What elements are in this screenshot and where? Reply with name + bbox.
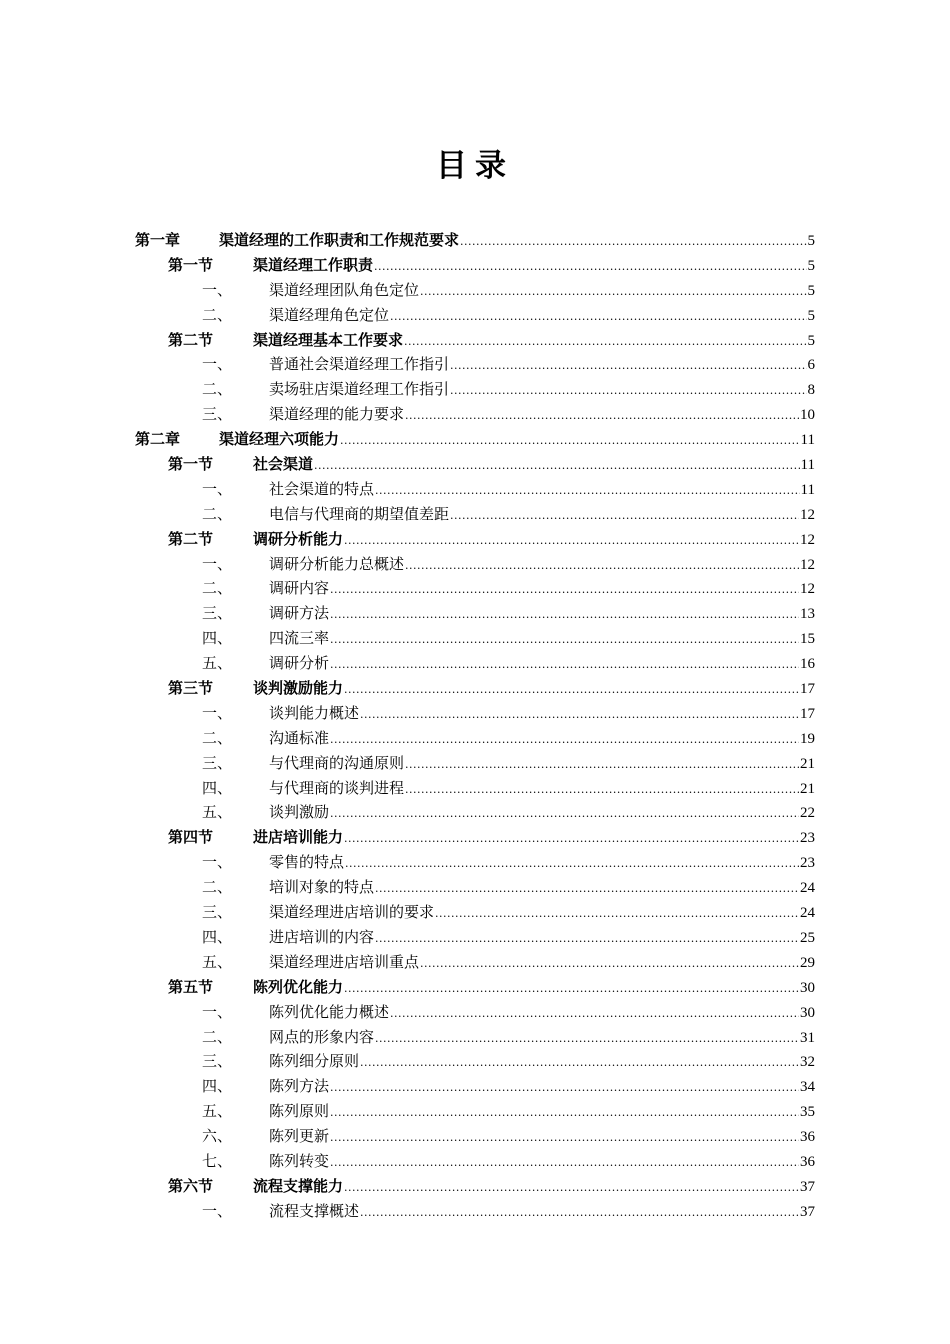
toc-entry-number: 四、: [202, 778, 233, 797]
toc-entry-number: 三、: [202, 604, 233, 623]
toc-entry-line: [269, 776, 815, 803]
toc-item-entry[interactable]: [0, 278, 950, 303]
toc-entry-line: [269, 875, 815, 902]
toc-entry-title: 进店培训的内容: [269, 927, 375, 946]
toc-entry-line: [269, 950, 815, 977]
toc-entry-line: [253, 1174, 815, 1201]
toc-item-entry[interactable]: [0, 1124, 950, 1149]
toc-entry-line: [269, 1000, 815, 1027]
toc-entry-number: 第六节: [168, 1176, 214, 1195]
toc-section-entry[interactable]: [0, 527, 950, 552]
toc-entry-number: 第一节: [168, 455, 214, 474]
toc-page-number: 12: [800, 506, 815, 523]
toc-entry-number: 三、: [202, 1052, 233, 1071]
toc-entry-line: [219, 228, 815, 255]
toc-item-entry[interactable]: [0, 502, 950, 527]
toc-dot-leader: [420, 952, 799, 977]
toc-dot-leader: [435, 902, 799, 927]
toc-page-number: 36: [800, 1153, 815, 1170]
table-of-contents: [0, 228, 950, 1224]
toc-entry-number: 四、: [202, 927, 233, 946]
toc-entry-number: 二、: [202, 1027, 233, 1046]
toc-entry-line: [269, 925, 815, 952]
toc-entry-number: 二、: [202, 878, 233, 897]
toc-entry-line: [269, 900, 815, 927]
toc-page-number: 29: [800, 954, 815, 971]
toc-page-number: 34: [800, 1079, 815, 1096]
toc-page-number: 21: [800, 755, 815, 772]
toc-entry-number: 一、: [202, 853, 233, 872]
toc-chapter-entry[interactable]: [0, 228, 950, 253]
toc-entry-number: 五、: [202, 654, 233, 673]
toc-entry-number: 二、: [202, 579, 233, 598]
toc-item-entry[interactable]: [0, 1074, 950, 1099]
toc-entry-number: 五、: [202, 803, 233, 822]
toc-dot-leader: [330, 1076, 799, 1101]
toc-dot-leader: [344, 827, 799, 852]
page-title: 目录: [436, 148, 514, 184]
toc-entry-title: 谈判能力概述: [269, 703, 360, 722]
toc-entry-number: 六、: [202, 1127, 233, 1146]
toc-dot-leader: [405, 404, 799, 429]
toc-entry-title: 流程支撑能力: [253, 1176, 344, 1195]
toc-page-number: 30: [800, 1004, 815, 1021]
toc-page-number: 5: [807, 282, 815, 299]
toc-page-number: 24: [800, 905, 815, 922]
toc-item-entry[interactable]: [0, 800, 950, 825]
toc-section-entry[interactable]: [0, 676, 950, 701]
toc-item-entry[interactable]: [0, 1199, 950, 1224]
toc-entry-number: 二、: [202, 728, 233, 747]
toc-section-entry[interactable]: [0, 328, 950, 353]
toc-dot-leader: [420, 280, 806, 305]
toc-page-number: 37: [800, 1178, 815, 1195]
toc-dot-leader: [344, 1176, 799, 1201]
toc-entry-title: 陈列转变: [269, 1151, 330, 1170]
toc-entry-line: [269, 352, 815, 379]
toc-entry-title: 零售的特点: [269, 853, 345, 872]
toc-page-number: 11: [800, 457, 815, 474]
toc-item-entry[interactable]: [0, 925, 950, 950]
toc-dot-leader: [330, 728, 799, 753]
toc-entry-number: 五、: [202, 1102, 233, 1121]
toc-dot-leader: [375, 479, 800, 504]
toc-entry-title: 与代理商的谈判进程: [269, 778, 405, 797]
toc-entry-number: 三、: [202, 903, 233, 922]
toc-entry-line: [269, 1199, 815, 1226]
toc-dot-leader: [330, 628, 799, 653]
toc-dot-leader: [450, 504, 799, 529]
toc-page-number: 17: [800, 705, 815, 722]
toc-entry-line: [269, 751, 815, 778]
toc-entry-title: 陈列优化能力概述: [269, 1002, 390, 1021]
toc-dot-leader: [360, 1201, 799, 1226]
toc-section-entry[interactable]: [0, 1174, 950, 1199]
toc-entry-number: 一、: [202, 479, 233, 498]
toc-entry-title: 调研分析能力总概述: [269, 554, 405, 573]
toc-entry-title: 普通社会渠道经理工作指引: [269, 355, 450, 374]
toc-entry-title: 渠道经理工作职责: [253, 255, 374, 274]
toc-entry-line: [253, 825, 815, 852]
toc-entry-title: 渠道经理角色定位: [269, 305, 390, 324]
toc-section-entry[interactable]: [0, 975, 950, 1000]
toc-entry-line: [253, 253, 815, 280]
toc-entry-title: 渠道经理六项能力: [219, 430, 340, 449]
toc-item-entry[interactable]: [0, 1099, 950, 1124]
toc-dot-leader: [330, 1151, 799, 1176]
toc-item-entry[interactable]: [0, 402, 950, 427]
toc-dot-leader: [314, 454, 800, 479]
toc-page-number: 35: [800, 1104, 815, 1121]
toc-item-entry[interactable]: [0, 875, 950, 900]
toc-entry-title: 电信与代理商的期望值差距: [269, 504, 450, 523]
toc-entry-line: [269, 601, 815, 628]
toc-page-number: 5: [807, 233, 815, 249]
toc-entry-title: 调研内容: [269, 579, 330, 598]
toc-entry-line: [253, 328, 815, 355]
toc-entry-title: 卖场驻店渠道经理工作指引: [269, 380, 450, 399]
toc-entry-line: [269, 626, 815, 653]
toc-entry-number: 一、: [202, 703, 233, 722]
toc-page-number: 12: [800, 556, 815, 573]
toc-dot-leader: [330, 1126, 799, 1151]
toc-entry-line: [269, 502, 815, 529]
toc-entry-number: 二、: [202, 504, 233, 523]
toc-entry-title: 调研分析: [269, 654, 330, 673]
toc-entry-number: 二、: [202, 305, 233, 324]
toc-page-number: 15: [800, 631, 815, 648]
toc-entry-title: 渠道经理的工作职责和工作规范要求: [219, 231, 460, 249]
toc-page-number: 10: [800, 407, 815, 424]
toc-page-number: 6: [807, 357, 815, 374]
toc-page-number: 31: [800, 1029, 815, 1046]
toc-item-entry[interactable]: [0, 377, 950, 402]
toc-entry-number: 七、: [202, 1151, 233, 1170]
toc-entry-number: 一、: [202, 1201, 233, 1220]
toc-item-entry[interactable]: [0, 1149, 950, 1174]
toc-entry-line: [269, 1099, 815, 1126]
toc-entry-number: 三、: [202, 753, 233, 772]
toc-item-entry[interactable]: [0, 626, 950, 651]
toc-entry-number: 第二节: [168, 330, 214, 349]
toc-item-entry[interactable]: [0, 776, 950, 801]
toc-dot-leader: [344, 977, 799, 1002]
toc-entry-line: [253, 452, 815, 479]
toc-page-number: 8: [807, 382, 815, 399]
toc-entry-line: [269, 651, 815, 678]
toc-entry-title: 沟通标准: [269, 728, 330, 747]
toc-entry-title: 社会渠道的特点: [269, 479, 375, 498]
toc-entry-title: 与代理商的沟通原则: [269, 753, 405, 772]
toc-section-entry[interactable]: [0, 452, 950, 477]
toc-entry-line: [253, 527, 815, 554]
toc-entry-line: [269, 1149, 815, 1176]
toc-item-entry[interactable]: [0, 1049, 950, 1074]
toc-page-number: 23: [800, 855, 815, 872]
toc-page-number: 21: [800, 780, 815, 797]
toc-entry-number: 第一章: [135, 231, 181, 249]
toc-entry-line: [269, 576, 815, 603]
toc-entry-title: 培训对象的特点: [269, 878, 375, 897]
toc-dot-leader: [330, 653, 799, 678]
toc-item-entry[interactable]: [0, 303, 950, 328]
toc-page-number: 30: [800, 979, 815, 996]
toc-page-number: 11: [800, 481, 815, 498]
toc-entry-number: 三、: [202, 405, 233, 424]
toc-dot-leader: [450, 354, 806, 379]
toc-entry-number: 第四节: [168, 828, 214, 847]
toc-dot-leader: [460, 230, 806, 255]
toc-entry-title: 调研分析能力: [253, 529, 344, 548]
toc-page-number: 5: [807, 332, 815, 349]
toc-item-entry[interactable]: [0, 651, 950, 676]
toc-entry-line: [269, 377, 815, 404]
toc-page-number: 24: [800, 880, 815, 897]
toc-dot-leader: [375, 1027, 799, 1052]
toc-item-entry[interactable]: [0, 352, 950, 377]
toc-page-number: 32: [800, 1054, 815, 1071]
toc-entry-line: [269, 850, 815, 877]
toc-dot-leader: [405, 778, 799, 803]
toc-item-entry[interactable]: [0, 1025, 950, 1050]
toc-item-entry[interactable]: [0, 900, 950, 925]
toc-entry-number: 第五节: [168, 977, 214, 996]
toc-entry-title: 网点的形象内容: [269, 1027, 375, 1046]
toc-entry-title: 陈列细分原则: [269, 1052, 360, 1071]
toc-page-number: 22: [800, 805, 815, 822]
toc-entry-line: [269, 1124, 815, 1151]
toc-dot-leader: [330, 1101, 799, 1126]
toc-entry-line: [269, 726, 815, 753]
toc-item-entry[interactable]: [0, 601, 950, 626]
toc-entry-title: 渠道经理进店培训的要求: [269, 903, 435, 922]
toc-item-entry[interactable]: [0, 726, 950, 751]
toc-entry-title: 流程支撑概述: [269, 1201, 360, 1220]
toc-item-entry[interactable]: [0, 701, 950, 726]
toc-item-entry[interactable]: [0, 751, 950, 776]
toc-page-number: 5: [807, 257, 815, 274]
toc-page-number: 16: [800, 656, 815, 673]
toc-entry-title: 陈列更新: [269, 1127, 330, 1146]
toc-dot-leader: [330, 578, 799, 603]
toc-entry-line: [269, 800, 815, 827]
toc-page-number: 12: [800, 581, 815, 598]
toc-dot-leader: [375, 927, 799, 952]
toc-page-number: 12: [800, 531, 815, 548]
toc-dot-leader: [405, 753, 799, 778]
toc-chapter-entry[interactable]: [0, 427, 950, 452]
toc-dot-leader: [390, 1002, 799, 1027]
toc-dot-leader: [405, 554, 799, 579]
toc-item-entry[interactable]: [0, 576, 950, 601]
toc-dot-leader: [360, 1051, 799, 1076]
toc-entry-title: 渠道经理团队角色定位: [269, 280, 420, 299]
toc-dot-leader: [390, 305, 806, 330]
toc-entry-title: 四流三率: [269, 629, 330, 648]
toc-entry-number: 第二章: [135, 430, 181, 449]
toc-section-entry[interactable]: [0, 825, 950, 850]
toc-page-number: 19: [800, 730, 815, 747]
toc-section-entry[interactable]: [0, 253, 950, 278]
toc-dot-leader: [340, 429, 800, 454]
toc-entry-line: [269, 1074, 815, 1101]
toc-entry-line: [269, 303, 815, 330]
toc-item-entry[interactable]: [0, 850, 950, 875]
toc-entry-number: 第三节: [168, 679, 214, 698]
toc-entry-line: [269, 552, 815, 579]
toc-item-entry[interactable]: [0, 1000, 950, 1025]
toc-entry-line: [269, 1025, 815, 1052]
toc-entry-title: 渠道经理的能力要求: [269, 405, 405, 424]
toc-page-number: 37: [800, 1203, 815, 1220]
toc-page-number: 23: [800, 830, 815, 847]
toc-dot-leader: [345, 852, 799, 877]
toc-entry-number: 第二节: [168, 529, 214, 548]
toc-entry-line: [269, 1049, 815, 1076]
toc-entry-line: [253, 975, 815, 1002]
toc-dot-leader: [344, 678, 799, 703]
toc-page-number: 5: [807, 307, 815, 324]
toc-entry-title: 渠道经理基本工作要求: [253, 330, 404, 349]
toc-entry-title: 调研方法: [269, 604, 330, 623]
toc-entry-title: 陈列原则: [269, 1102, 330, 1121]
toc-entry-line: [269, 477, 815, 504]
toc-dot-leader: [374, 255, 806, 280]
toc-entry-number: 一、: [202, 355, 233, 374]
toc-entry-title: 社会渠道: [253, 455, 314, 474]
toc-dot-leader: [330, 802, 799, 827]
toc-entry-number: 一、: [202, 280, 233, 299]
toc-dot-leader: [360, 703, 799, 728]
toc-entry-line: [269, 402, 815, 429]
toc-entry-number: 五、: [202, 952, 233, 971]
toc-item-entry[interactable]: [0, 950, 950, 975]
toc-entry-number: 一、: [202, 1002, 233, 1021]
toc-page-number: 25: [800, 929, 815, 946]
toc-dot-leader: [375, 877, 799, 902]
toc-entry-title: 陈列优化能力: [253, 977, 344, 996]
toc-entry-line: [253, 676, 815, 703]
toc-entry-number: 二、: [202, 380, 233, 399]
toc-entry-line: [269, 278, 815, 305]
toc-dot-leader: [344, 529, 799, 554]
toc-dot-leader: [450, 379, 806, 404]
toc-entry-line: [219, 427, 815, 454]
toc-entry-number: 四、: [202, 629, 233, 648]
toc-entry-number: 四、: [202, 1077, 233, 1096]
toc-entry-title: 陈列方法: [269, 1077, 330, 1096]
toc-entry-line: [269, 701, 815, 728]
toc-page-number: 17: [800, 681, 815, 698]
toc-entry-title: 谈判激励能力: [253, 679, 344, 698]
toc-item-entry[interactable]: [0, 477, 950, 502]
toc-page-number: 36: [800, 1129, 815, 1146]
toc-item-entry[interactable]: [0, 552, 950, 577]
toc-page-number: 11: [800, 432, 815, 449]
toc-entry-number: 第一节: [168, 255, 214, 274]
toc-entry-number: 一、: [202, 554, 233, 573]
toc-entry-title: 渠道经理进店培训重点: [269, 952, 420, 971]
toc-page-number: 13: [800, 606, 815, 623]
toc-dot-leader: [330, 603, 799, 628]
toc-entry-title: 谈判激励: [269, 803, 330, 822]
toc-dot-leader: [404, 330, 806, 355]
toc-entry-title: 进店培训能力: [253, 828, 344, 847]
